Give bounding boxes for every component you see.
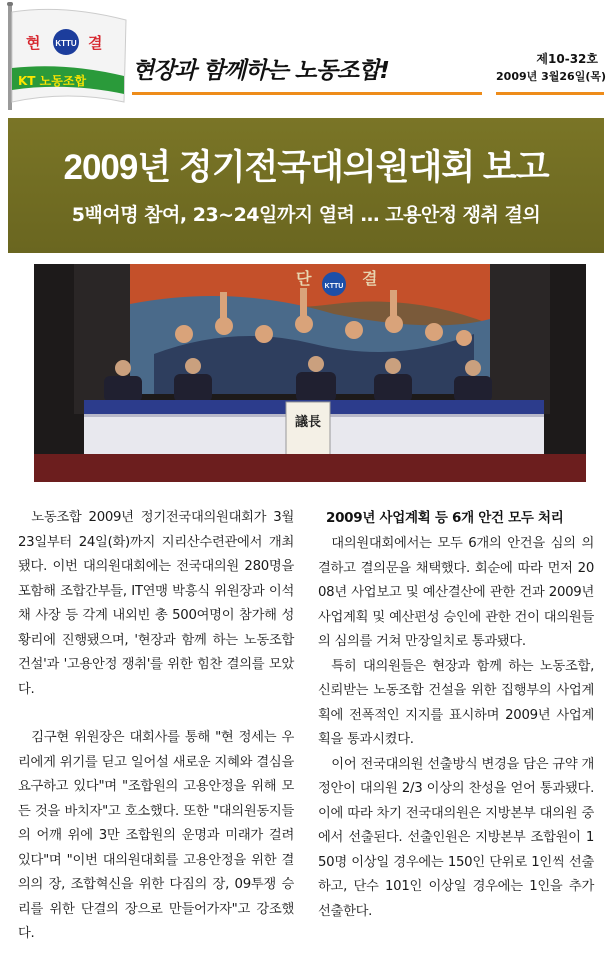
- masthead-rule: [132, 92, 482, 95]
- issue-number: 제10-32호: [536, 52, 598, 66]
- masthead-rule-right: [496, 92, 604, 95]
- section-heading: 2009년 사업계획 등 6개 안건 모두 처리: [326, 510, 564, 526]
- flag-band-text: KT 노동조합: [18, 74, 87, 88]
- headline-title: 2009년 정기전국대의원대회 보고: [63, 148, 549, 187]
- podium-sign-text: 議長: [294, 415, 322, 430]
- article-paragraph: 김구현 위원장은 대회사를 통해 "현 정세는 우리에게 위기를 딛고 일어설 새로운 지혜와 결심을 요구하고 있다"며 "조합원의 고용안정을 위해 모든 것을 바치자"고 호소했다. 또한 "대의원동지들의 어깨 위에 3만 조합원의 운명과 미래가 걸려 있다"며 "이번 대의원대회를 고용안정을 위한 결의의 장, 조합혁신을 위한 다짐의 장, 09투쟁 승리를 위한 단결의 장으로 만들어가자"고 강조했다.: [18, 730, 294, 941]
- mural-char-right: 결: [362, 269, 378, 288]
- convention-photo-image: [34, 264, 586, 482]
- article-paragraph: 대의원대회에서는 모두 6개의 안건을 심의 의결하고 결의문을 채택했다. 회순에 따라 먼저 2008년 사업보고 및 예산결산에 관한 건과 2009년 사업계획 및 예산편성 승인에 관한 건이 대의원들의 심의를 거쳐 만장일치로 통과됐다.: [318, 536, 594, 649]
- article-paragraph: 노동조합 2009년 정기전국대의원대회가 3월 23일부터 24일(화)까지 지리산수련관에서 개최됐다. 이번 대의원대회에는 전국대의원 280명을 포함해 조합간부들, IT연맹 박흥식 위원장과 이석채 사장 등 각계 내외빈 총 500여명이 참가해 성황리에 진행됐으며, '현장과 함께 하는 노동조합 건설'과 '고용안정 쟁취'를 위한 힘찬 결의를 모았다.: [18, 510, 294, 697]
- article-paragraph: 특히 대의원들은 현장과 함께 하는 노동조합, 신뢰받는 노동조합 건설을 위한 집행부의 사업계획에 전폭적인 지지를 표시하며 2009년 사업계획을 통과시켰다.: [318, 658, 594, 747]
- article-left-column: [18, 506, 294, 947]
- flag-emblem-text: KTTU: [55, 39, 77, 48]
- convention-photo: [34, 264, 586, 482]
- mural-char-left: 단: [296, 269, 312, 288]
- union-flag-logo: [4, 2, 130, 112]
- mural-emblem-text: KTTU: [324, 283, 344, 290]
- flag-char-right: 결: [88, 34, 103, 52]
- article-paragraph: 이어 전국대의원 선출방식 변경을 담은 규약 개정안이 대의원 2/3 이상의 찬성을 얻어 통과됐다. 이에 따라 차기 전국대의원은 지방본부 대의원 중에서 선출된다. 선출인원은 지방본부 조합원이 150명 이상일 경우에는 150인 단위로 1인씩 선출하고, 단수 101인 이상일 경우에는 1인을 추가 선출한다.: [318, 756, 594, 919]
- masthead-slogan: 현장과 함께하는 노동조합!: [132, 58, 389, 84]
- masthead: [0, 0, 612, 118]
- article-right-column: [318, 506, 594, 924]
- flag-char-left: 현: [26, 34, 41, 52]
- issue-date: 2009년 3월26일(목): [496, 70, 606, 83]
- headline-banner: [8, 118, 604, 253]
- headline-subtitle: 5백여명 참여, 23~24일까지 열려 … 고용안정 쟁취 결의: [71, 204, 541, 226]
